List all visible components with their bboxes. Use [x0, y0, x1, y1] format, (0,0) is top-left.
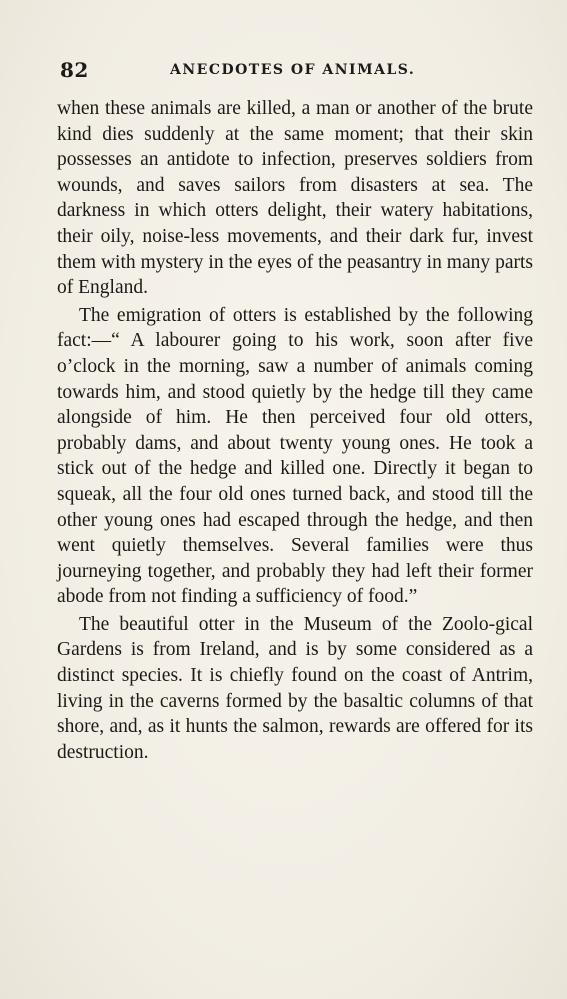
running-head	[60, 58, 527, 84]
paragraph-museum-otter: The beautiful otter in the Museum of the Zoolo-gical Gardens is from Ireland, and is by some considered as a distinct species. It is chiefly found on the coast of Antrim, living in the caverns formed by the basaltic columns of that shore, and, as it hunts the salmon, rewards are offered for its destruction.	[57, 613, 533, 763]
paragraph-otter-emigration: The emigration of otters is established by the following fact:—“ A labourer going to his work, soon after five o’clock in the morning, saw a number of animals coming towards him, and stood quietly by the hedge till they came alongside of him. He then perceived four old otters, probably dams, and about twenty young ones. He took a stick out of the hedge and killed one. Directly it began to squeak, all the four old ones turned back, and stood till the other young ones had escaped through the hedge, and then went quietly themselves. Several families were thus journeying together, and probably they had left their former abode from not finding a sufficiency of food.”	[57, 304, 533, 608]
page-number: 82	[60, 58, 89, 82]
body-text	[57, 96, 533, 765]
running-title: ANECDOTES OF ANIMALS.	[170, 62, 416, 78]
paragraph-continued: when these animals are killed, a man or another of the brute kind dies suddenly at the same moment; that their skin possesses an antidote to infection, preserves soldiers from wounds, and saves sailors from disasters at sea. The darkness in which otters delight, their watery habitations, their oily, noise-less movements, and their dark fur, invest them with mystery in the eyes of the peasantry in many parts of England.	[57, 98, 533, 299]
